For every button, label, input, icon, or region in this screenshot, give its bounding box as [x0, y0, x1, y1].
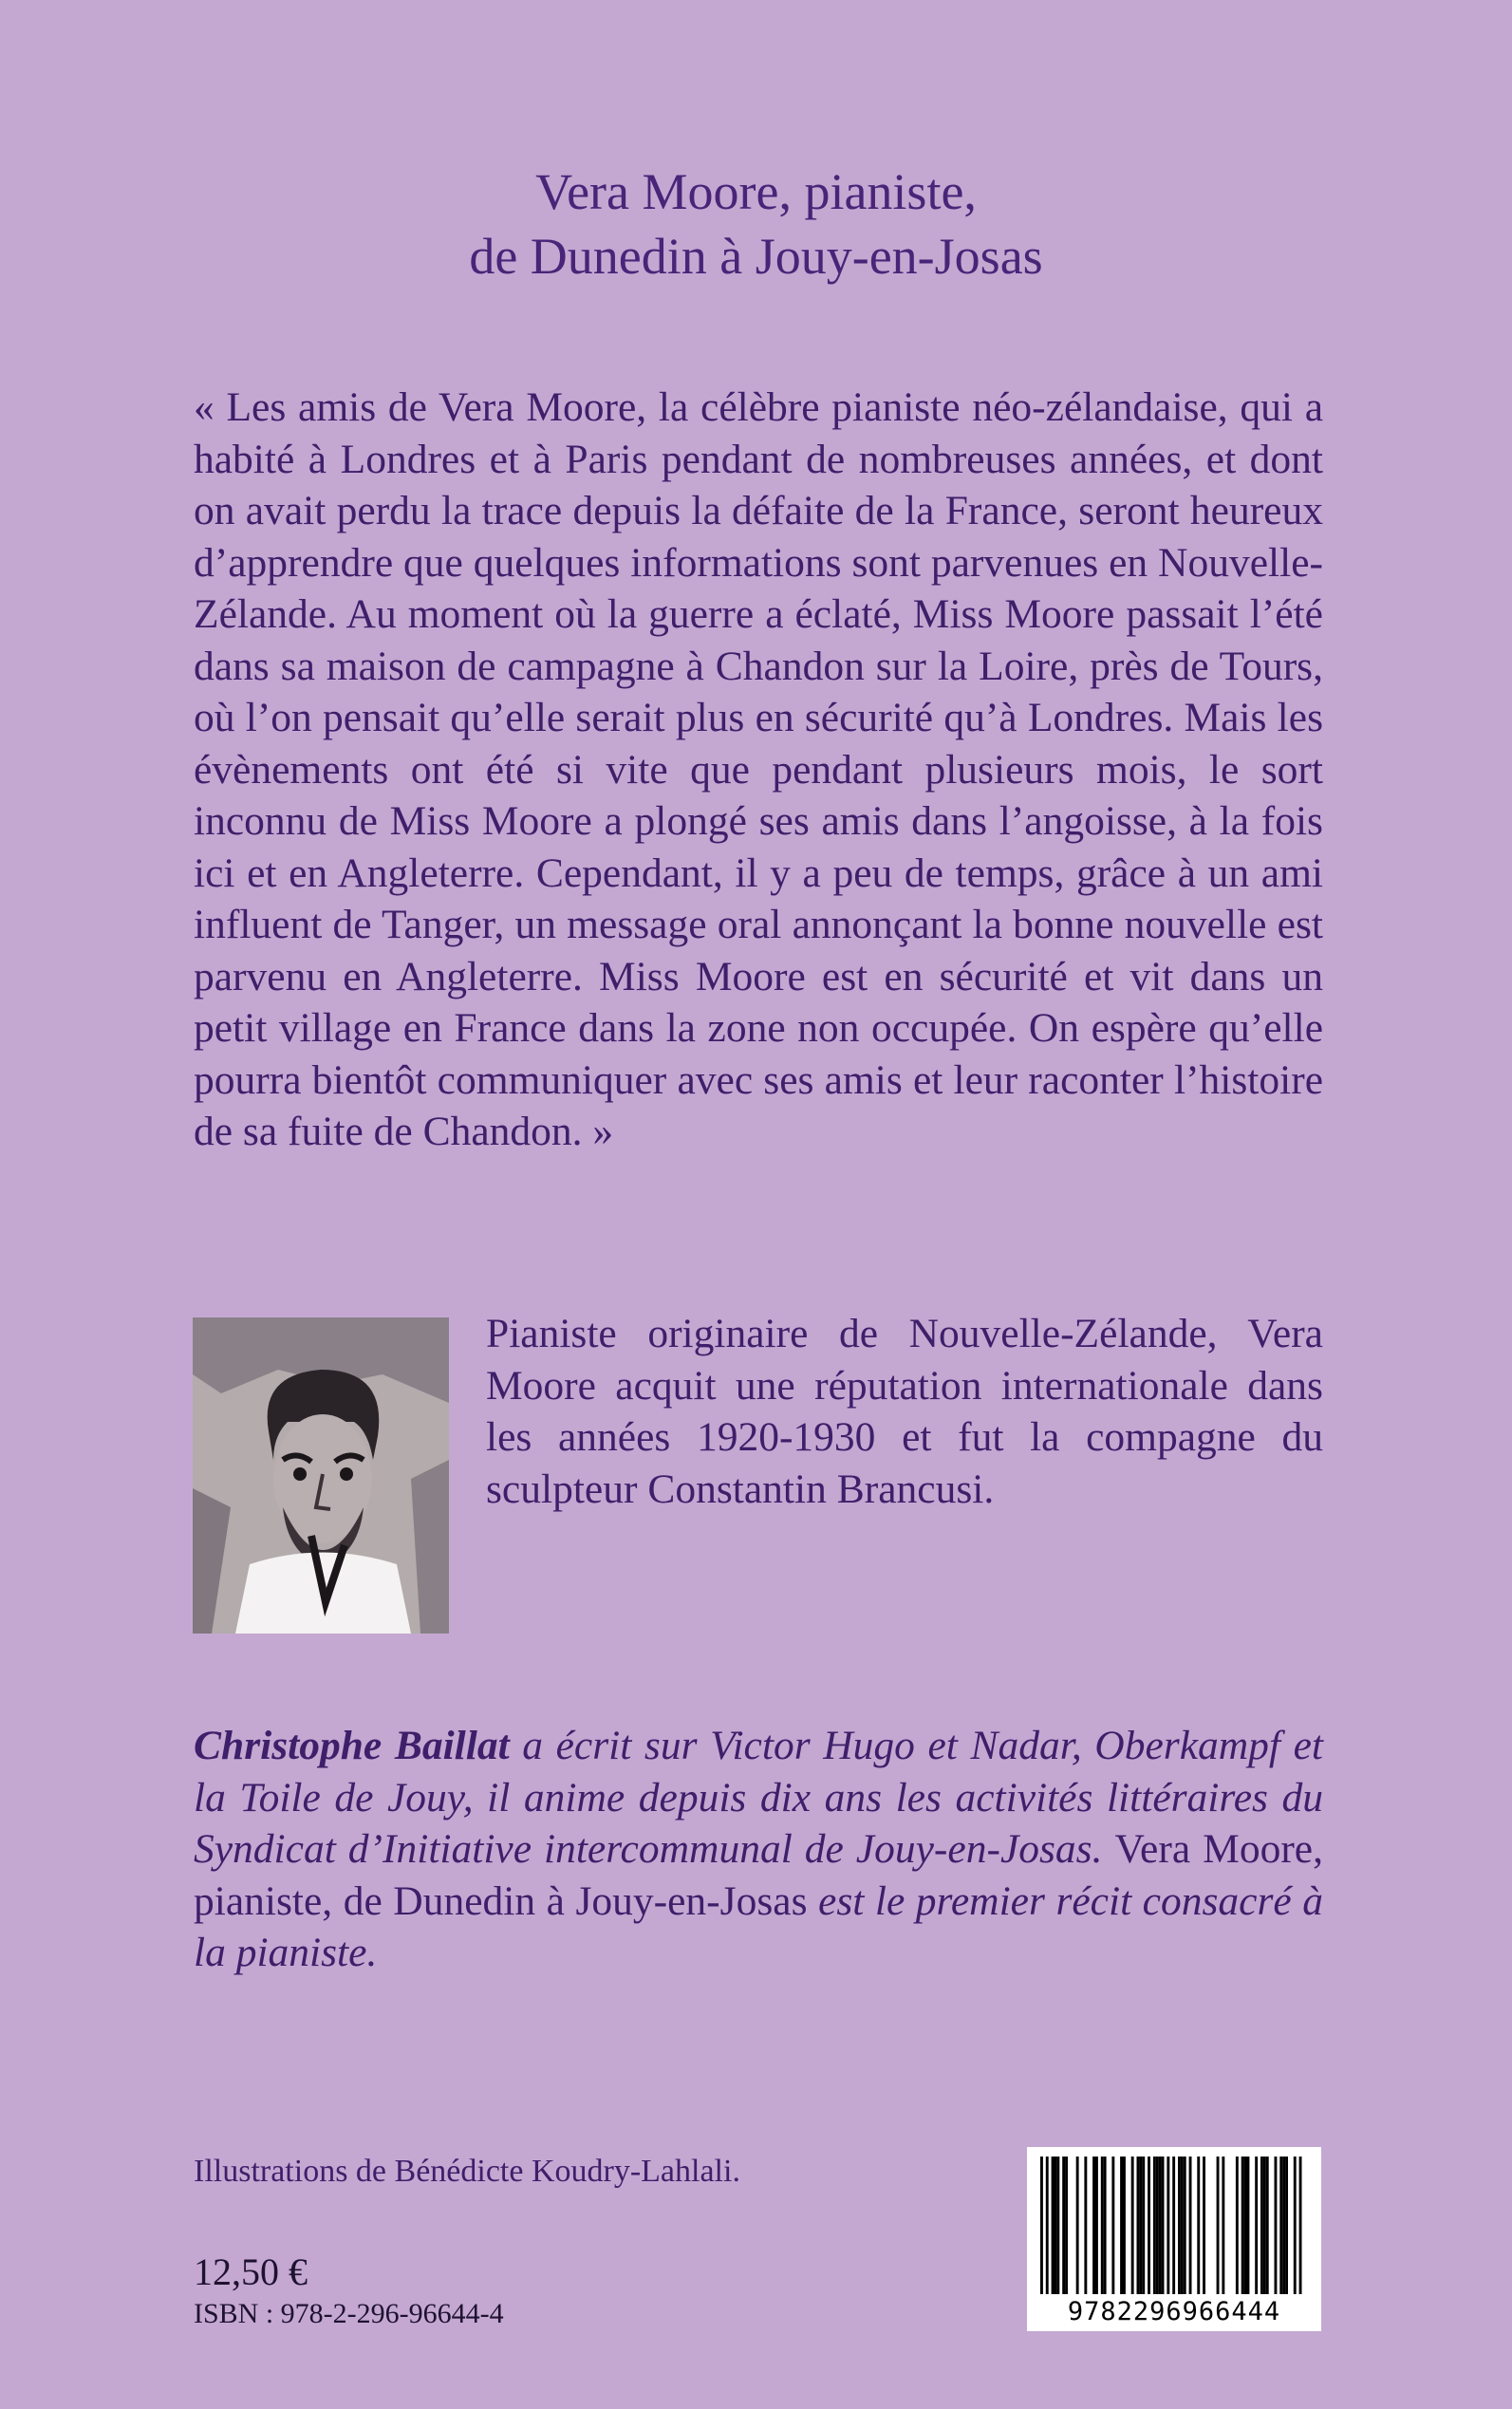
- price: 12,50 €: [194, 2250, 308, 2293]
- barcode-bar: [1092, 2157, 1095, 2294]
- barcode-bar: [1255, 2157, 1258, 2294]
- portrait-sketch-icon: [193, 1317, 449, 1634]
- barcode-bar: [1162, 2157, 1165, 2294]
- barcode-bar: [1156, 2157, 1159, 2294]
- barcode-bar: [1101, 2157, 1104, 2294]
- barcode-bar: [1184, 2157, 1186, 2294]
- author-text-2: est le premier récit consacré à la pianiste.: [194, 1877, 1323, 1975]
- barcode-bar: [1275, 2157, 1278, 2294]
- author-book-title: Vera Moore, pianiste, de Dunedin à Jouy-en-Josas: [194, 1826, 1323, 1924]
- barcode-bar: [1076, 2157, 1079, 2294]
- title-line-2: de Dunedin à Jouy-en-Josas: [469, 228, 1043, 285]
- barcode-bar: [1247, 2157, 1250, 2294]
- barcode-bar: [1046, 2157, 1049, 2294]
- barcode-bar: [1266, 2157, 1269, 2294]
- barcode-bar: [1095, 2157, 1098, 2294]
- barcode-bar: [1123, 2157, 1126, 2294]
- bio-paragraph: Pianiste originaire de Nouvelle-Zélande, Vera Moore acquit une réputation internationale dans les années 1920-1930 et fut la compagne du sculpteur Constantin Brancusi.: [486, 1311, 1323, 1512]
- barcode-number: 9782296966444: [1067, 2297, 1281, 2326]
- barcode-bar: [1285, 2157, 1288, 2294]
- barcode-bar: [1279, 2157, 1282, 2294]
- barcode-bar: [1084, 2157, 1087, 2294]
- barcode-bar: [1052, 2157, 1055, 2294]
- barcode-bar: [1104, 2157, 1107, 2294]
- barcode: [1027, 2147, 1321, 2331]
- title-line-1: Vera Moore, pianiste,: [535, 163, 977, 220]
- barcode-bar: [1120, 2157, 1123, 2294]
- barcode-bar: [1189, 2157, 1192, 2294]
- barcode-bar: [1244, 2157, 1247, 2294]
- barcode-bar: [1236, 2157, 1239, 2294]
- barcode-bar: [1148, 2157, 1150, 2294]
- barcode-bar: [1197, 2157, 1200, 2294]
- barcode-bar: [1203, 2157, 1205, 2294]
- barcode-bar: [1139, 2157, 1142, 2294]
- barcode-bar: [1131, 2157, 1134, 2294]
- barcode-bar: [1062, 2157, 1065, 2294]
- barcode-bar: [1137, 2157, 1140, 2294]
- barcode-bars-icon: [1027, 2147, 1321, 2294]
- barcode-bar: [1217, 2157, 1220, 2294]
- barcode-bar: [1263, 2157, 1266, 2294]
- barcode-bar: [1172, 2157, 1175, 2294]
- quote-paragraph: « Les amis de Vera Moore, la célèbre pianiste néo-zélandaise, qui a habité à Londres et à Paris pendant de nombreuses années, et dont on avait perdu la trace depuis la défaite de la France, seront heureux d’apprendre que quelques informations sont parvenues en Nouvelle-Zélande. Au moment où la guerre a éclaté, Miss Moore passait l’été dans sa maison de campagne à Chandon sur la Loire, près de Tours, où l’on pensait qu’elle serait plus en sécurité qu’à Londres. Mais les évènements ont été si vite que pendant plusieurs mois, le sort inconnu de Miss Moore a plongé ses amis dans l’angoisse, à la fois ici et en Angleterre. Cependant, il y a peu de temps, grâce à un ami influent de Tanger, un message oral annonçant la bonne nouvelle est parvenu en Angleterre. Miss Moore est en sécurité et vit dans un petit village en France dans la zone non occupée. On espère qu’elle pourra bientôt communiquer avec ses amis et leur raconter l’histoire de sa fuite de Chandon. »: [194, 384, 1323, 1154]
- barcode-bar: [1167, 2157, 1169, 2294]
- barcode-bar: [1222, 2157, 1224, 2294]
- barcode-bar: [1040, 2157, 1043, 2294]
- barcode-bar: [1153, 2157, 1156, 2294]
- barcode-bar: [1055, 2157, 1057, 2294]
- barcode-bar: [1299, 2157, 1302, 2294]
- illustrations-credit: Illustrations de Bénédicte Koudry-Lahlali.: [194, 2154, 740, 2189]
- barcode-bar: [1056, 2157, 1059, 2294]
- author-text-1: a écrit sur Victor Hugo et Nadar, Oberkampf et la Toile de Jouy, il anime depuis dix ans les activités littéraires du Syndicat d’Initiative intercommunal de Jouy-en-Josas.: [194, 1723, 1323, 1872]
- author-name: Christophe Baillat: [194, 1723, 510, 1768]
- barcode-bar: [1241, 2157, 1244, 2294]
- barcode-bar: [1065, 2157, 1068, 2294]
- barcode-bar: [1260, 2157, 1263, 2294]
- author-paragraph: [194, 1720, 1323, 1979]
- isbn: ISBN : 978-2-296-96644-4: [194, 2298, 504, 2329]
- barcode-bar: [1142, 2157, 1145, 2294]
- barcode-bar: [1178, 2157, 1181, 2294]
- barcode-bar: [1159, 2157, 1162, 2294]
- book-title: [0, 159, 1512, 289]
- barcode-bar: [1111, 2157, 1114, 2294]
- portrait-illustration: [193, 1317, 449, 1634]
- barcode-bar: [1181, 2157, 1184, 2294]
- barcode-bar: [1282, 2157, 1285, 2294]
- barcode-bar: [1294, 2157, 1297, 2294]
